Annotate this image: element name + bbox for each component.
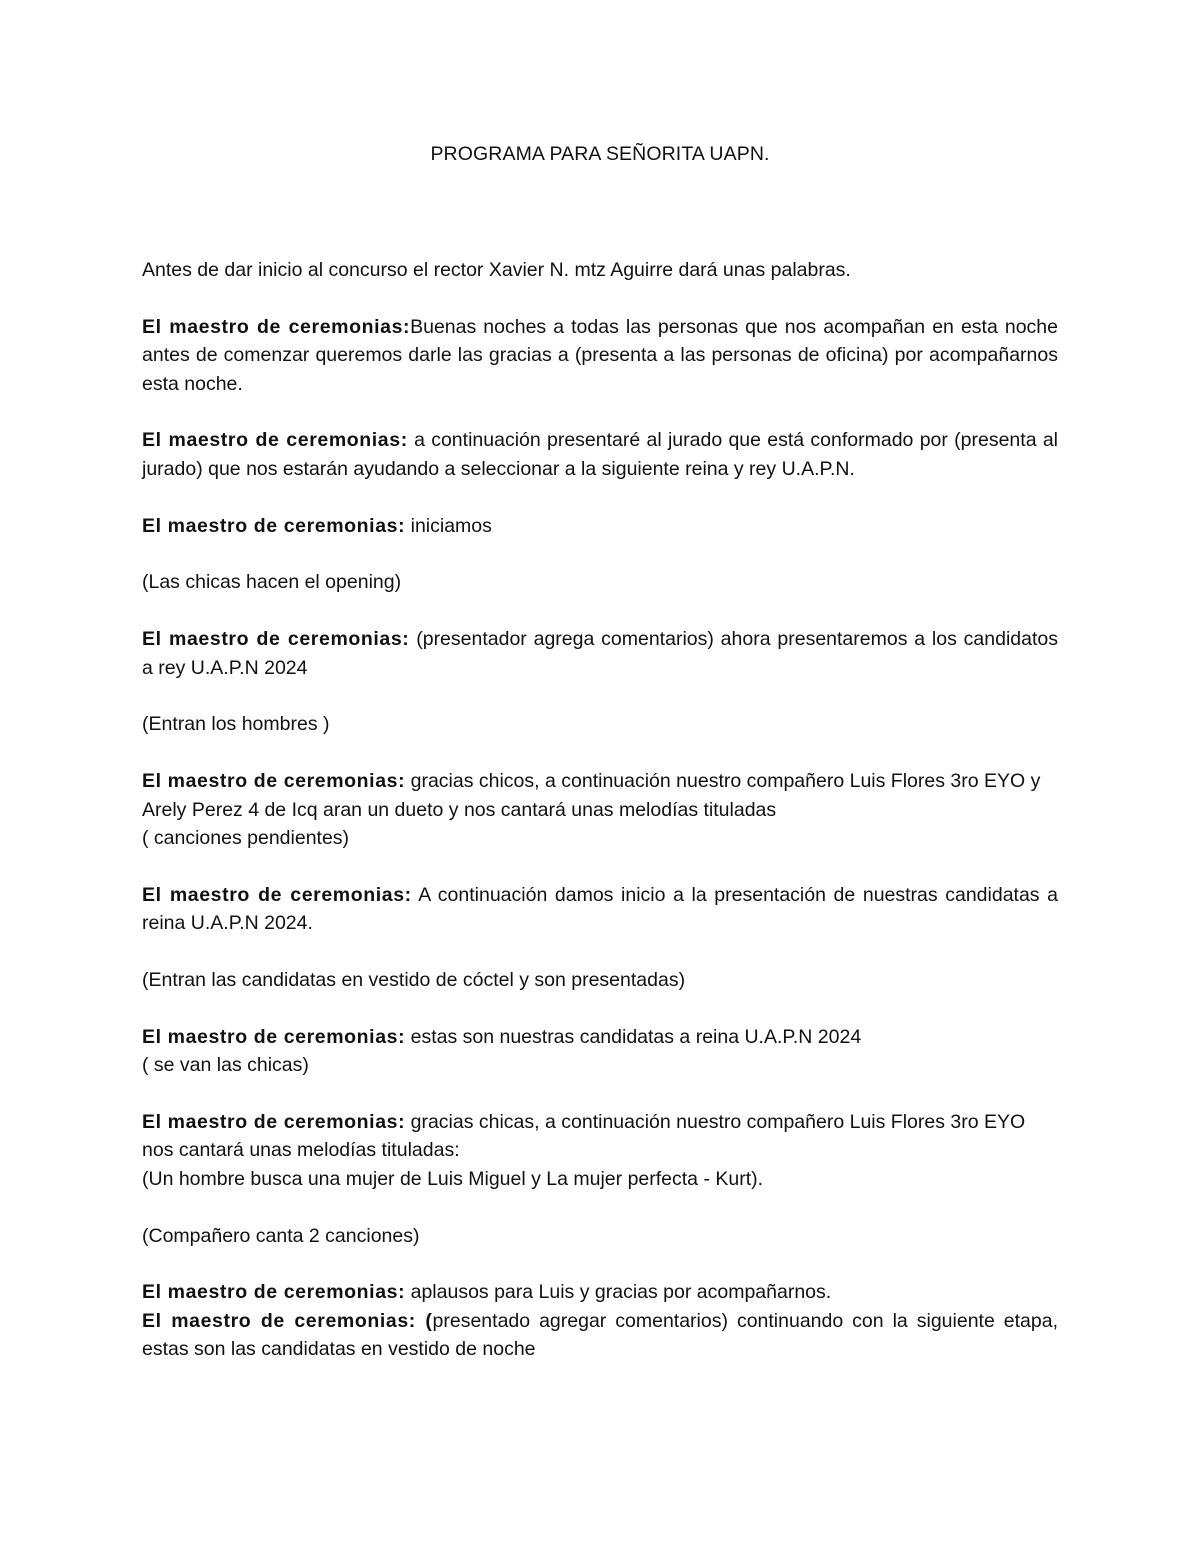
speaker-label: El maestro de ceremonias: [142,1025,406,1048]
speaker-label: El maestro de ceremonias: [142,429,408,452]
speaker-label: El maestro de ceremonias: ( [142,1309,433,1332]
paragraph-jury [142,426,1058,483]
paragraph-text: A continuación damos inicio a la presentación de nuestras candidatas a reina U.A.P.N 2024. [142,883,1059,935]
paragraph-welcome [142,313,1058,398]
stage-direction-text: (Entran los hombres ) [142,713,330,736]
stage-direction-text: (Compañero canta 2 canciones) [142,1224,420,1247]
paragraph-song [142,1108,1058,1193]
paragraph-subline: ( canciones pendientes) [142,827,350,850]
speaker-label: El maestro de ceremonias: [142,770,406,793]
speaker-label: El maestro de ceremonias: [142,315,411,338]
paragraph-text: estas son nuestras candidatas a reina U.A.P.N 2024 [405,1025,862,1048]
document-title: PROGRAMA PARA SEÑORITA UAPN. [430,143,770,165]
speaker-label: El maestro de ceremonias: [142,514,406,537]
paragraph-subline: (Un hombre busca una mujer de Luis Miguel y La mujer perfecta - Kurt). [142,1167,764,1190]
paragraph-subline: ( se van las chicas) [142,1054,309,1077]
intro-text: Antes de dar inicio al concurso el rector Xavier N. mtz Aguirre dará unas palabras. [142,259,851,281]
stage-direction-men [142,710,1058,738]
paragraph-duet [142,767,1058,852]
stage-direction-text: (Las chicas hacen el opening) [142,571,402,594]
paragraph-text: aplausos para Luis y gracias por acompañarnos. [405,1281,832,1304]
speaker-label: El maestro de ceremonias: [142,883,412,906]
paragraph-text: presentado agregar comentarios) continuando con la siguiente etapa, estas son las candidatas en vestido de noche [142,1309,1058,1361]
paragraph-text: Buenas noches a todas las personas que nos acompañan en esta noche antes de comenzar queremos darle las gracias a (presenta a las personas de oficina) por acompañarnos esta noche. [142,315,1058,395]
stage-direction-songs [142,1222,1058,1250]
paragraph-candidates [142,1023,1058,1080]
speaker-label: El maestro de ceremonias: [142,1281,406,1304]
stage-direction-opening [142,568,1058,596]
paragraph-text: (presentador agrega comentarios) ahora presentaremos a los candidatos a rey U.A.P.N 2024 [142,628,1059,679]
paragraph-text: gracias chicas, a continuación nuestro compañero Luis Flores 3ro EYO nos cantará unas melodías tituladas: [142,1111,1026,1162]
paragraph-applause [142,1278,1058,1306]
paragraph-text: a continuación presentaré al jurado que está conformado por (presenta al jurado) que nos estarán ayudando a seleccionar a la siguiente reina y rey U.A.P.N. [142,429,1059,480]
paragraph-text: iniciamos [405,514,492,537]
speaker-label: El maestro de ceremonias: [142,1111,406,1134]
speaker-label: El maestro de ceremonias: [142,628,410,651]
document-body [142,256,1058,1364]
paragraph-evening-gown [142,1307,1058,1364]
stage-direction-cocktail [142,966,1058,994]
paragraph-start [142,512,1058,540]
paragraph-queen-candidates [142,881,1058,938]
paragraph-text: gracias chicos, a continuación nuestro compañero Luis Flores 3ro EYO y Arely Perez 4 de Icq aran un dueto y nos cantará unas melodías tituladas [142,770,1041,821]
paragraph-king-candidates [142,625,1058,682]
intro-paragraph [142,256,1058,284]
stage-direction-text: (Entran las candidatas en vestido de cóctel y son presentadas) [142,969,686,992]
